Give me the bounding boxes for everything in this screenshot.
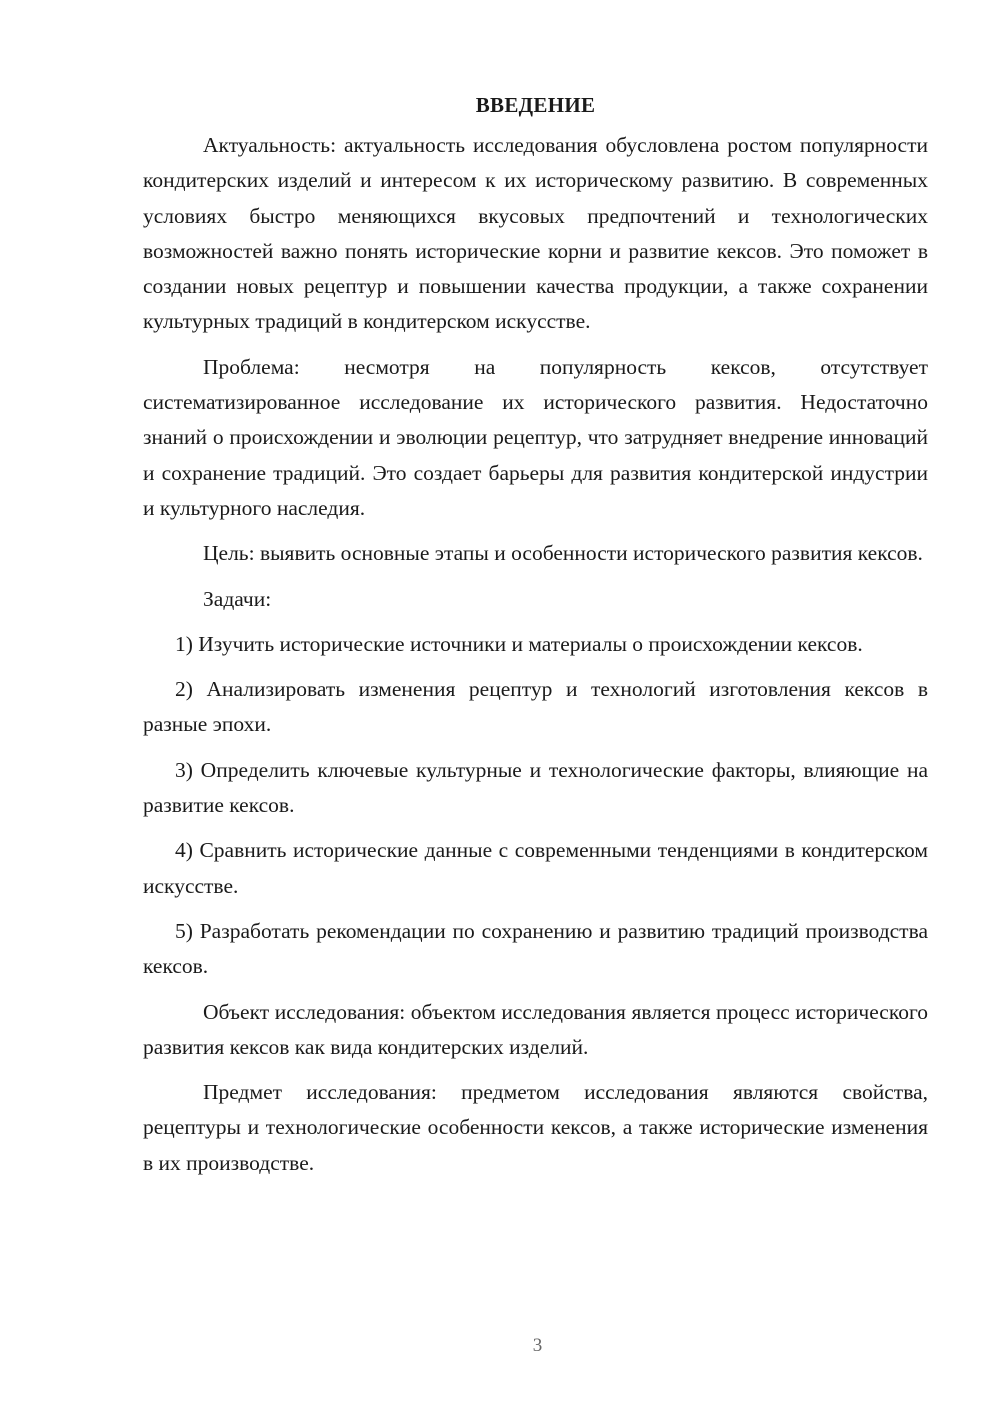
task-item-3: 3) Определить ключевые культурные и технологические факторы, влияющие на развитие кексов. <box>143 757 928 818</box>
task-item-5: 5) Разработать рекомендации по сохранению и развитию традиций производства кексов. <box>143 918 928 979</box>
task-item-2: 2) Анализировать изменения рецептур и технологий изготовления кексов в разные эпохи. <box>143 677 928 737</box>
task-item-1: 1) Изучить исторические источники и материалы о происхождении кексов. <box>175 631 863 656</box>
paragraph-tasks-heading: Задачи: <box>203 586 272 611</box>
paragraph-relevance: Актуальность: актуальность исследования обусловлена ростом популярности кондитерских изделий и интересом к их историческому развитию. В современных условиях быстро меняющихся вкусовых предпочтений и технологических возможностей важно понять исторические корни и развитие кексов. Это поможет в создании новых рецептур и повышении качества продукции, а также сохранении культурных традиций в кондитерском искусстве. <box>143 133 928 334</box>
document-page <box>143 90 928 1191</box>
paragraph-subject: Предмет исследования: предметом исследования являются свойства, рецептуры и технологические особенности кексов, а также исторические изменения в их производстве. <box>143 1080 928 1175</box>
paragraph-object: Объект исследования: объектом исследования является процесс исторического развития кексов как вида кондитерских изделий. <box>143 999 928 1059</box>
page-number: 3 <box>532 1335 543 1356</box>
paragraph-problem: Проблема: несмотря на популярность кексов, отсутствует систематизированное исследование их исторического развития. Недостаточно знаний о происхождении и эволюции рецептур, что затрудняет внедрение инноваций и сохранение традиций. Это создает барьеры для развития кондитерской индустрии и культурного наследия. <box>143 354 928 520</box>
task-item-4: 4) Сравнить исторические данные с современными тенденциями в кондитерском искусстве. <box>143 838 928 898</box>
section-title: ВВЕДЕНИЕ <box>475 93 596 117</box>
paragraph-goal: Цель: выявить основные этапы и особенности исторического развития кексов. <box>203 541 923 566</box>
